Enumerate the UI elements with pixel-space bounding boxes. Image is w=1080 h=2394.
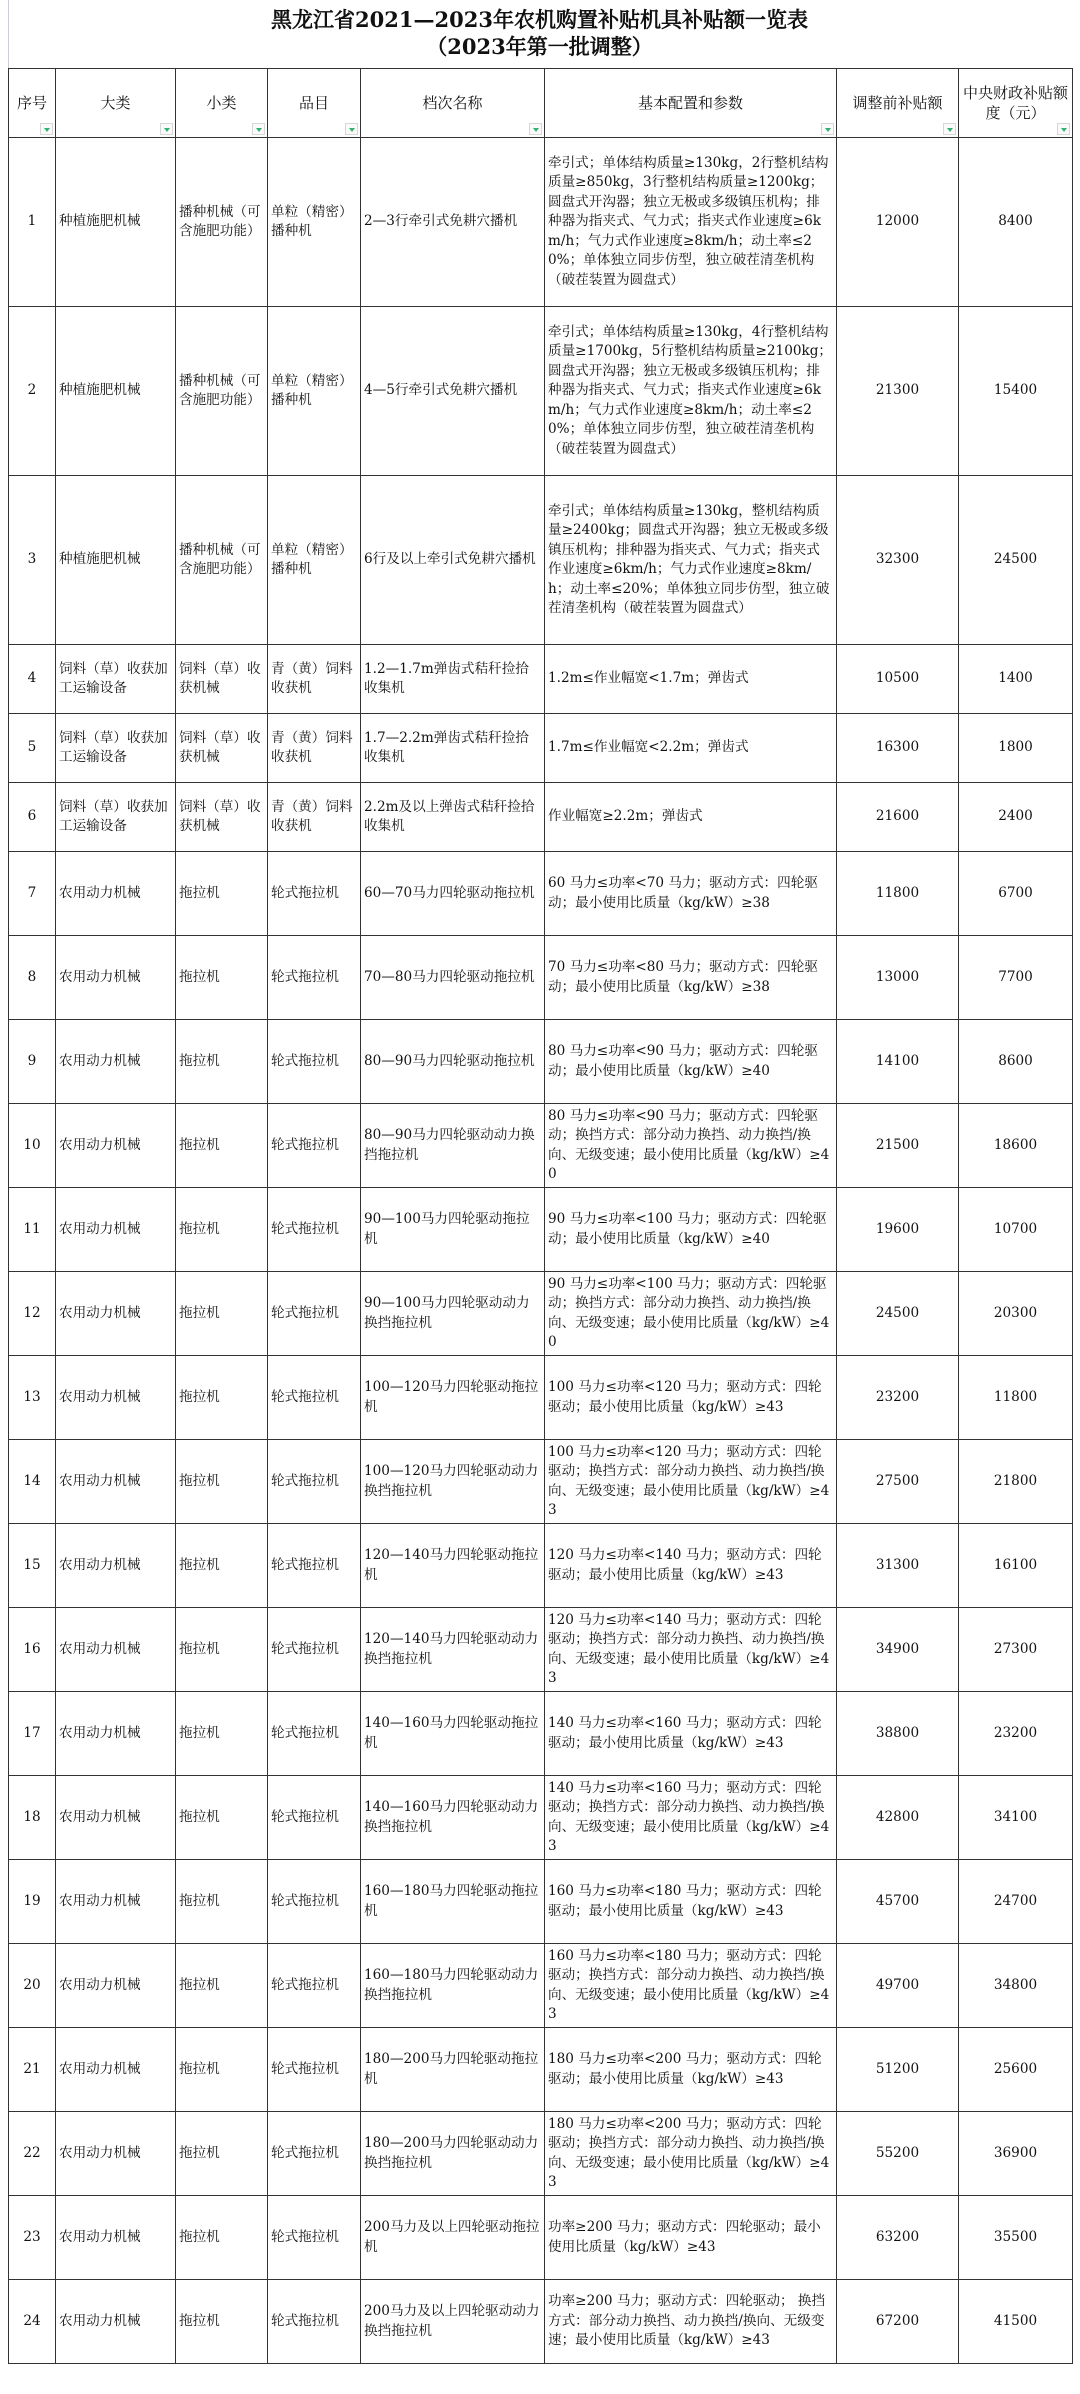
cell-index[interactable]: 21 [9,2028,56,2112]
filter-dropdown-icon[interactable] [943,123,956,135]
cell-spec[interactable]: 180 马力≤功率<200 马力；驱动方式：四轮驱动；换挡方式：部分动力换挡、动力换挡/换向、无级变速；最小使用比质量（kg/kW）≥43 [545,2112,837,2196]
cell-index[interactable]: 19 [9,1860,56,1944]
cell-grade-name[interactable]: 100—120马力四轮驱动动力换挡拖拉机 [361,1440,545,1524]
cell-item[interactable]: 轮式拖拉机 [268,1608,361,1692]
cell-category[interactable]: 种植施肥机械 [56,307,176,476]
cell-index[interactable]: 17 [9,1692,56,1776]
table-row [9,1104,1073,1188]
cell-grade-name[interactable]: 1.7—2.2m弹齿式秸秆捡拾收集机 [361,714,545,783]
cell-item[interactable]: 轮式拖拉机 [268,1944,361,2028]
cell-category[interactable]: 饲料（草）收获加工运输设备 [56,783,176,852]
cell-spec[interactable]: 80 马力≤功率<90 马力；驱动方式：四轮驱动；最小使用比质量（kg/kW）≥40 [545,1020,837,1104]
cell-prev-subsidy[interactable]: 55200 [837,2112,959,2196]
cell-central-subsidy[interactable]: 8600 [959,1020,1073,1104]
cell-subcategory[interactable]: 拖拉机 [176,1692,268,1776]
filter-dropdown-icon[interactable] [1057,123,1070,135]
cell-spec[interactable]: 120 马力≤功率<140 马力；驱动方式：四轮驱动；最小使用比质量（kg/kW）≥43 [545,1524,837,1608]
cell-central-subsidy[interactable]: 25600 [959,2028,1073,2112]
header-spec: 基本配置和参数 [545,69,837,138]
cell-prev-subsidy[interactable]: 21300 [837,307,959,476]
cell-central-subsidy[interactable]: 18600 [959,1104,1073,1188]
cell-index[interactable]: 6 [9,783,56,852]
cell-central-subsidy[interactable]: 41500 [959,2280,1073,2364]
cell-grade-name[interactable]: 80—90马力四轮驱动动力换挡拖拉机 [361,1104,545,1188]
table-row [9,1608,1073,1692]
cell-item[interactable]: 轮式拖拉机 [268,1860,361,1944]
cell-category[interactable]: 农用动力机械 [56,852,176,936]
cell-index[interactable]: 4 [9,645,56,714]
table-row [9,138,1073,307]
cell-prev-subsidy[interactable]: 32300 [837,476,959,645]
cell-subcategory[interactable]: 拖拉机 [176,2280,268,2364]
filter-dropdown-icon[interactable] [345,123,358,135]
cell-spec[interactable]: 90 马力≤功率<100 马力；驱动方式：四轮驱动；最小使用比质量（kg/kW）≥40 [545,1188,837,1272]
cell-central-subsidy[interactable]: 6700 [959,852,1073,936]
table-row [9,645,1073,714]
cell-spec[interactable]: 功率≥200 马力；驱动方式：四轮驱动；最小使用比质量（kg/kW）≥43 [545,2196,837,2280]
cell-grade-name[interactable]: 180—200马力四轮驱动拖拉机 [361,2028,545,2112]
table-row [9,307,1073,476]
cell-prev-subsidy[interactable]: 51200 [837,2028,959,2112]
cell-prev-subsidy[interactable]: 24500 [837,1272,959,1356]
cell-item[interactable]: 轮式拖拉机 [268,2196,361,2280]
cell-index[interactable]: 22 [9,2112,56,2196]
cell-central-subsidy[interactable]: 1800 [959,714,1073,783]
cell-prev-subsidy[interactable]: 27500 [837,1440,959,1524]
document-title [8,6,1071,60]
cell-subcategory[interactable]: 播种机械（可含施肥功能） [176,476,268,645]
table-row [9,2112,1073,2196]
cell-prev-subsidy[interactable]: 12000 [837,138,959,307]
table-row [9,476,1073,645]
cell-index[interactable]: 16 [9,1608,56,1692]
cell-index[interactable]: 14 [9,1440,56,1524]
cell-central-subsidy[interactable]: 15400 [959,307,1073,476]
cell-central-subsidy[interactable]: 23200 [959,1692,1073,1776]
cell-spec[interactable]: 1.2m≤作业幅宽<1.7m；弹齿式 [545,645,837,714]
cell-prev-subsidy[interactable]: 31300 [837,1524,959,1608]
cell-item[interactable]: 轮式拖拉机 [268,1692,361,1776]
table-row [9,2196,1073,2280]
cell-item[interactable]: 轮式拖拉机 [268,1524,361,1608]
table-row [9,1860,1073,1944]
cell-subcategory[interactable]: 拖拉机 [176,852,268,936]
cell-central-subsidy[interactable]: 24700 [959,1860,1073,1944]
cell-item[interactable]: 轮式拖拉机 [268,852,361,936]
cell-index[interactable]: 13 [9,1356,56,1440]
cell-grade-name[interactable]: 70—80马力四轮驱动拖拉机 [361,936,545,1020]
filter-dropdown-icon[interactable] [252,123,265,135]
cell-subcategory[interactable]: 拖拉机 [176,2196,268,2280]
header-index: 序号 [9,69,56,138]
cell-grade-name[interactable]: 60—70马力四轮驱动拖拉机 [361,852,545,936]
cell-index[interactable]: 24 [9,2280,56,2364]
cell-item[interactable]: 轮式拖拉机 [268,1776,361,1860]
table-row [9,1524,1073,1608]
cell-grade-name[interactable]: 90—100马力四轮驱动拖拉机 [361,1188,545,1272]
cell-central-subsidy[interactable]: 16100 [959,1524,1073,1608]
table-row [9,1776,1073,1860]
cell-category[interactable]: 种植施肥机械 [56,476,176,645]
cell-spec[interactable]: 160 马力≤功率<180 马力；驱动方式：四轮驱动；换挡方式：部分动力换挡、动力换挡/换向、无级变速；最小使用比质量（kg/kW）≥43 [545,1944,837,2028]
cell-spec[interactable]: 100 马力≤功率<120 马力；驱动方式：四轮驱动；最小使用比质量（kg/kW）≥43 [545,1356,837,1440]
cell-spec[interactable]: 90 马力≤功率<100 马力；驱动方式：四轮驱动；换挡方式：部分动力换挡、动力换挡/换向、无级变速；最小使用比质量（kg/kW）≥40 [545,1272,837,1356]
cell-prev-subsidy[interactable]: 23200 [837,1356,959,1440]
cell-central-subsidy[interactable]: 10700 [959,1188,1073,1272]
cell-grade-name[interactable]: 160—180马力四轮驱动拖拉机 [361,1860,545,1944]
cell-index[interactable]: 15 [9,1524,56,1608]
cell-spec[interactable]: 牵引式；单体结构质量≥130kg，整机结构质量≥2400kg；圆盘式开沟器；独立无极或多级镇压机构；排种器为指夹式、气力式；指夹式作业速度≥6km/h；气力式作业速度≥8km/h；动土率≤20%；单体独立同步仿型，独立破茬清垄机构（破茬装置为圆盘式） [545,476,837,645]
cell-prev-subsidy[interactable]: 13000 [837,936,959,1020]
cell-grade-name[interactable]: 90—100马力四轮驱动动力换挡拖拉机 [361,1272,545,1356]
table-body [9,138,1073,2364]
cell-subcategory[interactable]: 拖拉机 [176,1860,268,1944]
table-row [9,714,1073,783]
cell-category[interactable]: 农用动力机械 [56,1356,176,1440]
header-grade-name: 档次名称 [361,69,545,138]
cell-item[interactable]: 轮式拖拉机 [268,1020,361,1104]
table-row [9,1944,1073,2028]
table-row [9,852,1073,936]
cell-category[interactable]: 农用动力机械 [56,2280,176,2364]
cell-spec[interactable]: 100 马力≤功率<120 马力；驱动方式：四轮驱动；换挡方式：部分动力换挡、动力换挡/换向、无级变速；最小使用比质量（kg/kW）≥43 [545,1440,837,1524]
cell-index[interactable]: 11 [9,1188,56,1272]
cell-category[interactable]: 农用动力机械 [56,936,176,1020]
cell-category[interactable]: 农用动力机械 [56,2196,176,2280]
table-row [9,783,1073,852]
cell-subcategory[interactable]: 拖拉机 [176,936,268,1020]
cell-central-subsidy[interactable]: 34800 [959,1944,1073,2028]
cell-prev-subsidy[interactable]: 49700 [837,1944,959,2028]
cell-category[interactable]: 农用动力机械 [56,1272,176,1356]
cell-prev-subsidy[interactable]: 16300 [837,714,959,783]
cell-spec[interactable]: 120 马力≤功率<140 马力；驱动方式：四轮驱动；换挡方式：部分动力换挡、动力换挡/换向、无级变速；最小使用比质量（kg/kW）≥43 [545,1608,837,1692]
cell-item[interactable]: 轮式拖拉机 [268,1440,361,1524]
cell-index[interactable]: 5 [9,714,56,783]
cell-category[interactable]: 农用动力机械 [56,1188,176,1272]
cell-grade-name[interactable]: 4—5行牵引式免耕穴播机 [361,307,545,476]
cell-prev-subsidy[interactable]: 10500 [837,645,959,714]
cell-central-subsidy[interactable]: 7700 [959,936,1073,1020]
cell-subcategory[interactable]: 拖拉机 [176,1356,268,1440]
header-row [9,69,1073,138]
cell-prev-subsidy[interactable]: 34900 [837,1608,959,1692]
cell-subcategory[interactable]: 饲料（草）收获机械 [176,714,268,783]
cell-subcategory[interactable]: 拖拉机 [176,1104,268,1188]
cell-prev-subsidy[interactable]: 11800 [837,852,959,936]
cell-index[interactable]: 23 [9,2196,56,2280]
cell-subcategory[interactable]: 拖拉机 [176,1608,268,1692]
cell-prev-subsidy[interactable]: 42800 [837,1776,959,1860]
cell-item[interactable]: 轮式拖拉机 [268,936,361,1020]
cell-grade-name[interactable]: 200马力及以上四轮驱动动力换挡拖拉机 [361,2280,545,2364]
cell-grade-name[interactable]: 200马力及以上四轮驱动拖拉机 [361,2196,545,2280]
cell-subcategory[interactable]: 拖拉机 [176,1272,268,1356]
header-subcategory: 小类 [176,69,268,138]
cell-category[interactable]: 饲料（草）收获加工运输设备 [56,645,176,714]
cell-grade-name[interactable]: 160—180马力四轮驱动动力换挡拖拉机 [361,1944,545,2028]
cell-category[interactable]: 农用动力机械 [56,1524,176,1608]
cell-spec[interactable]: 140 马力≤功率<160 马力；驱动方式：四轮驱动；换挡方式：部分动力换挡、动力换挡/换向、无级变速；最小使用比质量（kg/kW）≥43 [545,1776,837,1860]
cell-category[interactable]: 农用动力机械 [56,1860,176,1944]
cell-central-subsidy[interactable]: 35500 [959,2196,1073,2280]
cell-item[interactable]: 单粒（精密）播种机 [268,307,361,476]
cell-category[interactable]: 农用动力机械 [56,1776,176,1860]
table-row [9,1188,1073,1272]
cell-subcategory[interactable]: 拖拉机 [176,1524,268,1608]
cell-prev-subsidy[interactable]: 14100 [837,1020,959,1104]
cell-spec[interactable]: 140 马力≤功率<160 马力；驱动方式：四轮驱动；最小使用比质量（kg/kW）≥43 [545,1692,837,1776]
cell-item[interactable]: 轮式拖拉机 [268,2028,361,2112]
cell-item[interactable]: 轮式拖拉机 [268,1272,361,1356]
cell-category[interactable]: 农用动力机械 [56,1020,176,1104]
cell-index[interactable]: 2 [9,307,56,476]
cell-prev-subsidy[interactable]: 67200 [837,2280,959,2364]
cell-subcategory[interactable]: 饲料（草）收获机械 [176,783,268,852]
table-row [9,1440,1073,1524]
cell-spec[interactable]: 牵引式；单体结构质量≥130kg，2行整机结构质量≥850kg，3行整机结构质量≥1200kg；圆盘式开沟器；独立无极或多级镇压机构；排种器为指夹式、气力式；指夹式作业速度≥6km/h；气力式作业速度≥8km/h；动土率≤20%；单体独立同步仿型，独立破茬清垄机构（破茬装置为圆盘式） [545,138,837,307]
cell-item[interactable]: 轮式拖拉机 [268,1356,361,1440]
cell-spec[interactable]: 牵引式；单体结构质量≥130kg，4行整机结构质量≥1700kg，5行整机结构质量≥2100kg；圆盘式开沟器；独立无极或多级镇压机构；排种器为指夹式、气力式；指夹式作业速度≥6km/h；气力式作业速度≥8km/h；动土率≤20%；单体独立同步仿型，独立破茬清垄机构（破茬装置为圆盘式） [545,307,837,476]
cell-item[interactable]: 单粒（精密）播种机 [268,476,361,645]
filter-dropdown-icon[interactable] [40,123,53,135]
cell-category[interactable]: 饲料（草）收获加工运输设备 [56,714,176,783]
cell-central-subsidy[interactable]: 34100 [959,1776,1073,1860]
cell-index[interactable]: 7 [9,852,56,936]
cell-index[interactable]: 12 [9,1272,56,1356]
cell-item[interactable]: 单粒（精密）播种机 [268,138,361,307]
cell-spec[interactable]: 160 马力≤功率<180 马力；驱动方式：四轮驱动；最小使用比质量（kg/kW）≥43 [545,1860,837,1944]
cell-item[interactable]: 轮式拖拉机 [268,1188,361,1272]
table-row [9,1020,1073,1104]
cell-item[interactable]: 轮式拖拉机 [268,2112,361,2196]
cell-central-subsidy[interactable]: 20300 [959,1272,1073,1356]
cell-spec[interactable]: 功率≥200 马力；驱动方式：四轮驱动； 换挡方式：部分动力换挡、动力换挡/换向、无级变速；最小使用比质量（kg/kW）≥43 [545,2280,837,2364]
cell-grade-name[interactable]: 140—160马力四轮驱动拖拉机 [361,1692,545,1776]
cell-grade-name[interactable]: 100—120马力四轮驱动拖拉机 [361,1356,545,1440]
cell-item[interactable]: 青（黄）饲料收获机 [268,645,361,714]
cell-prev-subsidy[interactable]: 21500 [837,1104,959,1188]
filter-dropdown-icon[interactable] [160,123,173,135]
cell-category[interactable]: 种植施肥机械 [56,138,176,307]
cell-item[interactable]: 轮式拖拉机 [268,2280,361,2364]
header-item: 品目 [268,69,361,138]
cell-index[interactable]: 3 [9,476,56,645]
cell-category[interactable]: 农用动力机械 [56,2112,176,2196]
cell-central-subsidy[interactable]: 8400 [959,138,1073,307]
cell-index[interactable]: 20 [9,1944,56,2028]
table-row [9,936,1073,1020]
cell-prev-subsidy[interactable]: 19600 [837,1188,959,1272]
cell-spec[interactable]: 作业幅宽≥2.2m；弹齿式 [545,783,837,852]
table-row [9,1356,1073,1440]
cell-grade-name[interactable]: 80—90马力四轮驱动拖拉机 [361,1020,545,1104]
cell-subcategory[interactable]: 拖拉机 [176,1188,268,1272]
cell-category[interactable]: 农用动力机械 [56,2028,176,2112]
cell-category[interactable]: 农用动力机械 [56,1440,176,1524]
cell-subcategory[interactable]: 拖拉机 [176,1776,268,1860]
cell-central-subsidy[interactable]: 36900 [959,2112,1073,2196]
filter-dropdown-icon[interactable] [529,123,542,135]
cell-grade-name[interactable]: 1.2—1.7m弹齿式秸秆捡拾收集机 [361,645,545,714]
cell-grade-name[interactable]: 120—140马力四轮驱动动力换挡拖拉机 [361,1608,545,1692]
cell-prev-subsidy[interactable]: 45700 [837,1860,959,1944]
cell-item[interactable]: 轮式拖拉机 [268,1104,361,1188]
cell-prev-subsidy[interactable]: 38800 [837,1692,959,1776]
cell-subcategory[interactable]: 拖拉机 [176,1440,268,1524]
cell-subcategory[interactable]: 拖拉机 [176,2028,268,2112]
cell-category[interactable]: 农用动力机械 [56,1944,176,2028]
cell-grade-name[interactable]: 180—200马力四轮驱动动力换挡拖拉机 [361,2112,545,2196]
cell-grade-name[interactable]: 140—160马力四轮驱动动力换挡拖拉机 [361,1776,545,1860]
subsidy-table [8,68,1073,2364]
cell-spec[interactable]: 180 马力≤功率<200 马力；驱动方式：四轮驱动；最小使用比质量（kg/kW）≥43 [545,2028,837,2112]
header-central-subsidy: 中央财政补贴额度（元） [959,69,1073,138]
cell-subcategory[interactable]: 播种机械（可含施肥功能） [176,307,268,476]
header-prev-subsidy: 调整前补贴额 [837,69,959,138]
cell-subcategory[interactable]: 拖拉机 [176,1020,268,1104]
table-row [9,2280,1073,2364]
cell-spec[interactable]: 60 马力≤功率<70 马力；驱动方式：四轮驱动；最小使用比质量（kg/kW）≥38 [545,852,837,936]
table-row [9,1272,1073,1356]
cell-central-subsidy[interactable]: 27300 [959,1608,1073,1692]
cell-item[interactable]: 青（黄）饲料收获机 [268,783,361,852]
cell-subcategory[interactable]: 拖拉机 [176,1944,268,2028]
cell-subcategory[interactable]: 饲料（草）收获机械 [176,645,268,714]
cell-index[interactable]: 18 [9,1776,56,1860]
title-line-1: 黑龙江省2021—2023年农机购置补贴机具补贴额一览表 [271,7,808,32]
cell-central-subsidy[interactable]: 21800 [959,1440,1073,1524]
cell-category[interactable]: 农用动力机械 [56,1692,176,1776]
cell-grade-name[interactable]: 2—3行牵引式免耕穴播机 [361,138,545,307]
cell-grade-name[interactable]: 120—140马力四轮驱动拖拉机 [361,1524,545,1608]
header-category: 大类 [56,69,176,138]
cell-grade-name[interactable]: 6行及以上牵引式免耕穴播机 [361,476,545,645]
cell-prev-subsidy[interactable]: 63200 [837,2196,959,2280]
cell-central-subsidy[interactable]: 2400 [959,783,1073,852]
cell-index[interactable]: 1 [9,138,56,307]
table-row [9,2028,1073,2112]
cell-spec[interactable]: 1.7m≤作业幅宽<2.2m；弹齿式 [545,714,837,783]
cell-item[interactable]: 青（黄）饲料收获机 [268,714,361,783]
cell-grade-name[interactable]: 2.2m及以上弹齿式秸秆捡拾收集机 [361,783,545,852]
cell-subcategory[interactable]: 拖拉机 [176,2112,268,2196]
cell-central-subsidy[interactable]: 1400 [959,645,1073,714]
cell-subcategory[interactable]: 播种机械（可含施肥功能） [176,138,268,307]
cell-category[interactable]: 农用动力机械 [56,1608,176,1692]
cell-index[interactable]: 10 [9,1104,56,1188]
cell-category[interactable]: 农用动力机械 [56,1104,176,1188]
cell-index[interactable]: 8 [9,936,56,1020]
cell-spec[interactable]: 80 马力≤功率<90 马力；驱动方式：四轮驱动；换挡方式：部分动力换挡、动力换挡/换向、无级变速；最小使用比质量（kg/kW）≥40 [545,1104,837,1188]
table-row [9,1692,1073,1776]
title-line-2: （2023年第一批调整） [426,34,653,59]
cell-index[interactable]: 9 [9,1020,56,1104]
filter-dropdown-icon[interactable] [821,123,834,135]
cell-central-subsidy[interactable]: 24500 [959,476,1073,645]
cell-central-subsidy[interactable]: 11800 [959,1356,1073,1440]
cell-spec[interactable]: 70 马力≤功率<80 马力；驱动方式：四轮驱动；最小使用比质量（kg/kW）≥38 [545,936,837,1020]
cell-prev-subsidy[interactable]: 21600 [837,783,959,852]
